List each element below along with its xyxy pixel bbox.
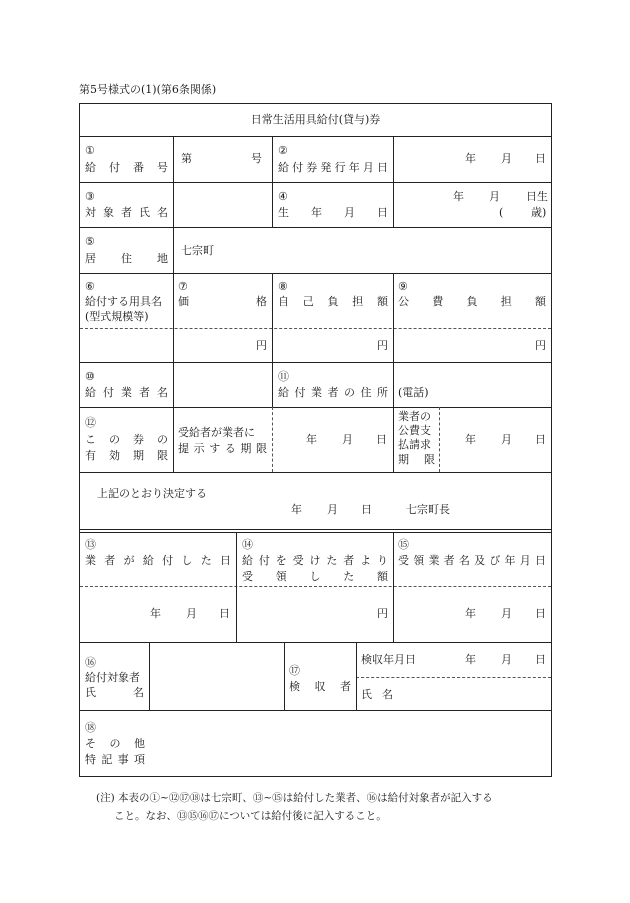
label-char: の bbox=[157, 433, 168, 446]
label-char: 名 bbox=[157, 386, 168, 399]
dashed-rule bbox=[80, 586, 551, 587]
label-claim-4 bbox=[398, 453, 435, 467]
receipt-day: 日 bbox=[535, 607, 546, 620]
dashed-rule bbox=[439, 407, 440, 472]
footnote bbox=[96, 789, 556, 825]
label-supplier-address bbox=[278, 386, 388, 400]
label-char: 事 bbox=[117, 753, 129, 766]
rule bbox=[80, 182, 551, 183]
residence-value: 七宗町 bbox=[181, 244, 214, 257]
rule bbox=[393, 136, 394, 227]
label-char: し bbox=[309, 570, 321, 583]
item-number-8: ⑧ bbox=[278, 280, 288, 293]
label-supply-date bbox=[85, 554, 231, 568]
age-close: 歳) bbox=[531, 206, 547, 219]
rule bbox=[80, 273, 551, 274]
item-number-2: ② bbox=[278, 144, 288, 157]
item-number-12: ⑫ bbox=[85, 416, 96, 429]
label-char: 業 bbox=[85, 554, 96, 567]
label-residence bbox=[85, 252, 168, 266]
label-char: 者 bbox=[104, 554, 116, 567]
label-birth-date bbox=[278, 206, 388, 220]
validity-day: 日 bbox=[376, 433, 387, 446]
rule bbox=[80, 136, 551, 137]
label-char: 効 bbox=[109, 449, 120, 462]
self-pay-yen: 円 bbox=[377, 339, 388, 352]
rule bbox=[173, 227, 174, 273]
label-price bbox=[178, 295, 267, 309]
label-presentation-2 bbox=[178, 442, 267, 456]
label-char: 番 bbox=[133, 161, 144, 174]
label-char: 記 bbox=[101, 753, 113, 766]
label-char: 号 bbox=[157, 161, 168, 174]
label-char: び bbox=[489, 554, 501, 567]
label-char: る bbox=[224, 442, 236, 455]
label-char: 収 bbox=[314, 680, 326, 693]
dashed-rule bbox=[356, 677, 551, 678]
label-char: 氏 bbox=[139, 206, 150, 219]
label-char: 住 bbox=[121, 252, 132, 265]
footnote-line-2: こと。なお、⑬⑮⑯⑰については給付後に記入すること。 bbox=[114, 810, 387, 822]
label-char: 受 bbox=[242, 570, 253, 583]
label-char: 負 bbox=[466, 295, 478, 308]
prefix-dai: 第 bbox=[181, 152, 192, 165]
label-char: 者 bbox=[340, 680, 351, 693]
label-char: 券 bbox=[133, 433, 144, 446]
label-char: し bbox=[181, 554, 193, 567]
label-char: 付 bbox=[103, 386, 114, 399]
label-char: 額 bbox=[377, 570, 388, 583]
label-char: 担 bbox=[500, 295, 512, 308]
label-char: 年 bbox=[311, 206, 322, 219]
item-number-17: ⑰ bbox=[289, 664, 300, 677]
label-char: 名 bbox=[458, 554, 470, 567]
decision-signer: 七宗町長 bbox=[406, 503, 450, 516]
label-char: 期 bbox=[133, 449, 144, 462]
label-validity bbox=[85, 449, 168, 463]
rule bbox=[236, 532, 237, 642]
label-char: け bbox=[309, 554, 321, 567]
rule bbox=[80, 710, 551, 711]
label-inspection-date: 検収年月日 bbox=[361, 653, 416, 666]
label-char: 名 bbox=[157, 206, 168, 219]
decision-text: 上記のとおり決定する bbox=[97, 487, 207, 500]
validity-month: 月 bbox=[342, 433, 353, 446]
label-char: 者 bbox=[121, 206, 132, 219]
label-char: 付 bbox=[258, 554, 270, 567]
rule bbox=[356, 642, 357, 710]
label-subject-name bbox=[85, 206, 168, 220]
item-number-3: ③ bbox=[85, 190, 95, 203]
label-char: 受 bbox=[292, 554, 304, 567]
label-char: 給 bbox=[85, 386, 96, 399]
label-char: 名 bbox=[133, 686, 144, 699]
birth-month: 月 bbox=[489, 190, 500, 203]
label-this-voucher bbox=[85, 433, 168, 447]
issue-year: 年 bbox=[465, 152, 476, 165]
label-char: 限 bbox=[157, 449, 168, 462]
label-char: 費 bbox=[432, 295, 444, 308]
label-char: 提 bbox=[178, 442, 189, 455]
form-number-label: 第5号様式の(1)(第6条関係) bbox=[79, 83, 217, 96]
label-char: 生 bbox=[278, 206, 289, 219]
label-char: 象 bbox=[103, 206, 114, 219]
rule bbox=[80, 227, 551, 228]
label-char: た bbox=[326, 554, 338, 567]
label-special-notes bbox=[85, 753, 145, 767]
rule bbox=[149, 642, 150, 710]
label-char: が bbox=[123, 554, 135, 567]
label-char: 名 bbox=[382, 688, 393, 701]
item-number-16: ⑯ bbox=[85, 656, 96, 669]
claim-year: 年 bbox=[465, 433, 476, 446]
label-char: の bbox=[344, 386, 355, 399]
item-number-11: ⑪ bbox=[278, 370, 289, 383]
rule bbox=[80, 362, 551, 363]
label-char: 限 bbox=[255, 442, 267, 455]
label-subject-person-name bbox=[85, 686, 144, 700]
rule bbox=[80, 472, 551, 473]
rule bbox=[80, 642, 551, 643]
label-char: 業 bbox=[311, 386, 322, 399]
label-equipment-name: 給付する用具名 bbox=[85, 295, 162, 308]
item-number-4: ④ bbox=[278, 190, 288, 203]
label-char: 日 bbox=[377, 206, 388, 219]
inspection-month: 月 bbox=[501, 653, 512, 666]
receipt-year: 年 bbox=[465, 607, 476, 620]
label-char: そ bbox=[85, 737, 96, 750]
label-char: 負 bbox=[327, 295, 339, 308]
label-char: 付 bbox=[294, 386, 306, 399]
label-char: 己 bbox=[302, 295, 314, 308]
label-char: 期 bbox=[398, 453, 409, 466]
dashed-rule bbox=[80, 328, 551, 329]
decision-month: 月 bbox=[327, 503, 338, 516]
label-char: 領 bbox=[413, 554, 425, 567]
rule bbox=[272, 136, 273, 227]
label-char: 担 bbox=[352, 295, 364, 308]
label-char: 特 bbox=[85, 753, 96, 766]
label-char: 日 bbox=[376, 161, 388, 174]
label-char: 及 bbox=[474, 554, 486, 567]
label-char: 項 bbox=[133, 753, 145, 766]
label-char: 受 bbox=[398, 554, 409, 567]
label-char: 額 bbox=[535, 295, 546, 308]
label-claim-1: 業者の bbox=[398, 410, 431, 423]
label-supplier-name bbox=[85, 386, 168, 400]
label-char: 居 bbox=[85, 252, 96, 265]
label-presentation-1: 受給者が業者に bbox=[178, 426, 255, 439]
rule bbox=[173, 273, 174, 472]
claim-day: 日 bbox=[535, 433, 546, 446]
claim-month: 月 bbox=[501, 433, 512, 446]
form-title: 日常生活用具給付(貸与)券 bbox=[250, 113, 381, 126]
label-char: り bbox=[377, 554, 388, 567]
rule bbox=[173, 136, 174, 227]
label-char: 者 bbox=[327, 386, 339, 399]
received-yen: 円 bbox=[377, 607, 388, 620]
label-char: を bbox=[275, 554, 287, 567]
rule bbox=[393, 273, 394, 407]
label-char: 給 bbox=[278, 161, 289, 174]
label-char: 年 bbox=[504, 554, 516, 567]
label-char: 給 bbox=[242, 554, 253, 567]
age-open: ( bbox=[499, 206, 504, 219]
birth-year: 年 bbox=[453, 190, 464, 203]
label-char: 格 bbox=[256, 295, 267, 308]
label-char: よ bbox=[360, 554, 372, 567]
label-char: 価 bbox=[178, 295, 189, 308]
label-char: の bbox=[109, 737, 121, 750]
label-char: 行 bbox=[334, 161, 346, 174]
label-char: た bbox=[200, 554, 212, 567]
rule bbox=[393, 407, 394, 472]
label-char: 月 bbox=[519, 554, 531, 567]
receipt-month: 月 bbox=[501, 607, 512, 620]
label-char: 氏 bbox=[361, 688, 372, 701]
label-claim-3: 払請求 bbox=[398, 438, 431, 451]
label-char: 券 bbox=[306, 161, 318, 174]
decision-day: 日 bbox=[361, 503, 372, 516]
item-number-13: ⑬ bbox=[85, 538, 96, 551]
label-char: 他 bbox=[134, 737, 145, 750]
item-number-18: ⑱ bbox=[85, 721, 96, 734]
label-char: 地 bbox=[157, 252, 168, 265]
price-yen: 円 bbox=[256, 339, 267, 352]
item-number-9: ⑨ bbox=[398, 280, 408, 293]
decision-year: 年 bbox=[291, 503, 302, 516]
label-char: 業 bbox=[428, 554, 440, 567]
supply-day: 日 bbox=[219, 607, 230, 620]
label-char: す bbox=[209, 442, 221, 455]
label-char: の bbox=[109, 433, 120, 446]
label-char: 発 bbox=[320, 161, 332, 174]
label-received-amount-1 bbox=[242, 554, 388, 568]
label-received-amount-2 bbox=[242, 570, 388, 584]
label-char: 対 bbox=[85, 206, 96, 219]
item-number-10: ⑩ bbox=[85, 370, 95, 383]
label-char: 年 bbox=[348, 161, 360, 174]
phone-label: (電話) bbox=[398, 386, 429, 399]
label-char: 氏 bbox=[85, 686, 96, 699]
label-char: 自 bbox=[278, 295, 289, 308]
label-char: 給 bbox=[278, 386, 289, 399]
label-char: 付 bbox=[292, 161, 304, 174]
label-char: 領 bbox=[275, 570, 287, 583]
label-char: 月 bbox=[362, 161, 374, 174]
label-receiver-supplier bbox=[398, 554, 546, 568]
label-char: 公 bbox=[398, 295, 409, 308]
supply-year: 年 bbox=[150, 607, 161, 620]
voucher-form bbox=[79, 103, 552, 777]
label-char: 額 bbox=[377, 295, 388, 308]
label-char: 日 bbox=[534, 554, 546, 567]
label-char: 期 bbox=[240, 442, 252, 455]
label-char: 有 bbox=[85, 449, 96, 462]
footnote-line-1: (注) 本表の①~⑫⑰⑱は七宗町、⑬~⑮は給付した業者、⑯は給付対象者が記入する bbox=[96, 792, 493, 804]
label-char: 月 bbox=[344, 206, 355, 219]
label-char: た bbox=[343, 570, 355, 583]
label-char: 付 bbox=[162, 554, 174, 567]
inspection-day: 日 bbox=[535, 653, 546, 666]
label-char: 給 bbox=[142, 554, 154, 567]
item-number-5: ⑤ bbox=[85, 235, 95, 248]
item-number-14: ⑭ bbox=[242, 538, 253, 551]
label-self-pay bbox=[278, 295, 388, 309]
birth-day: 日生 bbox=[526, 190, 548, 203]
rule bbox=[272, 273, 273, 407]
issue-day: 日 bbox=[535, 152, 546, 165]
validity-year: 年 bbox=[306, 433, 317, 446]
label-model-spec: (型式規模等) bbox=[85, 310, 149, 323]
rule bbox=[284, 642, 285, 710]
label-public-pay bbox=[398, 295, 546, 309]
label-char: 限 bbox=[424, 453, 435, 466]
item-number-1: ① bbox=[85, 144, 95, 157]
rule bbox=[80, 407, 551, 408]
label-inspector-name bbox=[361, 688, 393, 702]
rule bbox=[80, 532, 551, 533]
public-pay-yen: 円 bbox=[535, 339, 546, 352]
label-subject-person: 給付対象者 bbox=[85, 671, 140, 684]
inspection-year: 年 bbox=[465, 653, 476, 666]
label-inspector bbox=[289, 680, 351, 694]
rule bbox=[393, 532, 394, 642]
label-char: 給 bbox=[85, 161, 96, 174]
label-char: 示 bbox=[193, 442, 205, 455]
item-number-6: ⑥ bbox=[85, 280, 95, 293]
supply-month: 月 bbox=[186, 607, 197, 620]
label-claim-2: 公費支 bbox=[398, 424, 431, 437]
suffix-go: 号 bbox=[251, 152, 262, 165]
dashed-rule bbox=[272, 407, 273, 472]
label-char: 所 bbox=[377, 386, 388, 399]
label-char: 者 bbox=[443, 554, 455, 567]
label-char: 付 bbox=[109, 161, 120, 174]
label-char: 検 bbox=[289, 680, 300, 693]
label-char: 業 bbox=[121, 386, 132, 399]
label-char: 住 bbox=[360, 386, 372, 399]
label-issue-date bbox=[278, 161, 388, 175]
label-char: 者 bbox=[343, 554, 355, 567]
label-char: 日 bbox=[219, 554, 231, 567]
label-other bbox=[85, 737, 145, 751]
item-number-15: ⑮ bbox=[398, 538, 409, 551]
issue-month: 月 bbox=[501, 152, 512, 165]
label-char: 者 bbox=[139, 386, 150, 399]
label-benefit-number bbox=[85, 161, 168, 175]
rule bbox=[80, 529, 551, 530]
item-number-7: ⑦ bbox=[178, 280, 188, 293]
label-char: こ bbox=[85, 433, 96, 446]
